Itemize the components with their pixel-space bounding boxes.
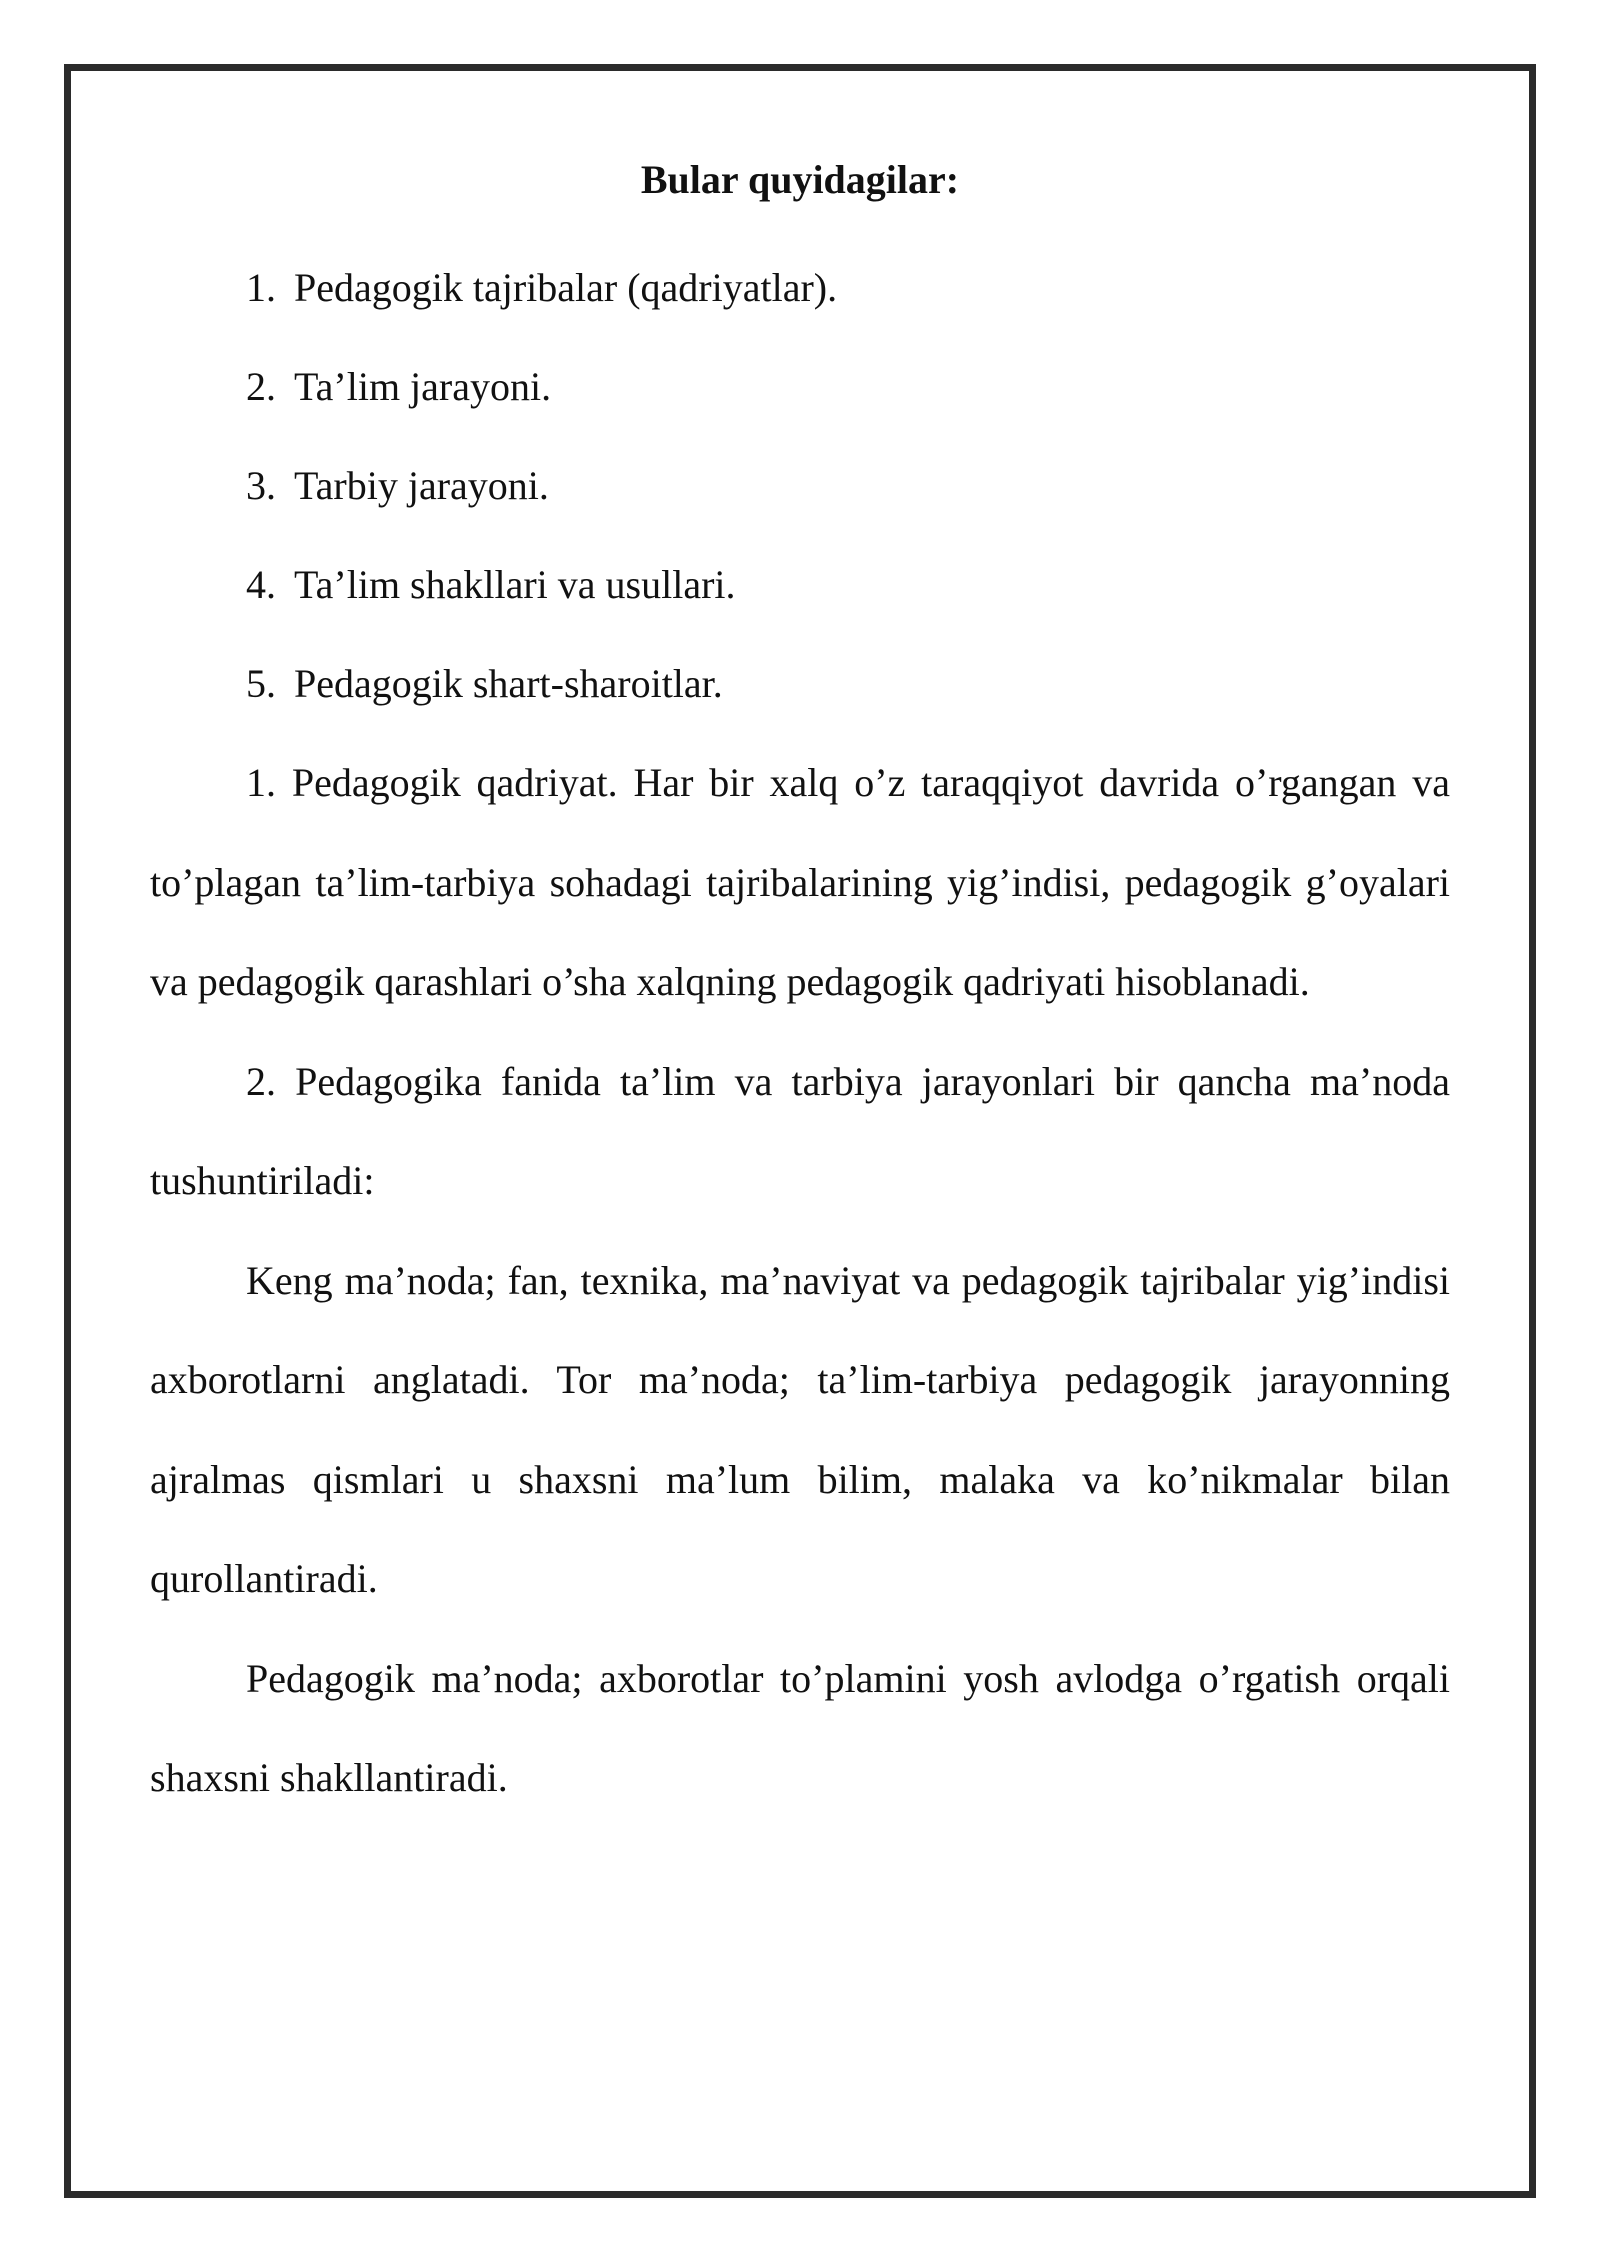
list-item	[150, 238, 1450, 337]
list-item	[150, 436, 1450, 535]
paragraph-pedagogical-meaning: Pedagogik ma’noda; axborotlar to’plamini yosh avlodga o’rgatish orqali shaxsni shakllantiradi.	[150, 1655, 1450, 1800]
list-item	[150, 535, 1450, 634]
heading: Bular quyidagilar:	[640, 157, 960, 202]
list-item-text: Ta’lim shakllari va usullari.	[294, 562, 736, 607]
list-item-text: Ta’lim jarayoni.	[294, 364, 552, 409]
paragraph-processes-intro: 2. Pedagogika fanida ta’lim va tarbiya jarayonlari bir qancha ma’noda tushuntiriladi:	[150, 1058, 1450, 1203]
list-item-text: Pedagogik tajribalar (qadriyatlar).	[294, 265, 838, 310]
list-item-text: Pedagogik shart-sharoitlar.	[294, 661, 723, 706]
paragraph-broad-narrow-meaning: Keng ma’noda; fan, texnika, ma’naviyat va pedagogik tajribalar yig’indisi axborotlarni anglatadi. Tor ma’noda; ta’lim-tarbiya pedagogik jarayonning ajralmas qismlari u shaxsni ma’lum bilim, malaka va ko’nikmalar bilan qurollantiradi.	[150, 1257, 1450, 1601]
list-item	[150, 337, 1450, 436]
list-item-text: Tarbiy jarayoni.	[294, 463, 549, 508]
list-item-number: 4.	[246, 562, 276, 607]
paragraph-pedagogical-value: 1. Pedagogik qadriyat. Har bir xalq o’z taraqqiyot davrida o’rgangan va to’plagan ta’lim-tarbiya sohadagi tajribalarining yig’indisi, pedagogik g’oyalari va pedagogik qarashlari o’sha xalqning pedagogik qadriyati hisoblanadi.	[150, 760, 1450, 1004]
list-item-number: 1.	[246, 265, 276, 310]
document-body	[150, 140, 1450, 1828]
topic-list	[150, 238, 1450, 733]
list-item-number: 2.	[246, 364, 276, 409]
list-item-number: 5.	[246, 661, 276, 706]
list-item-number: 3.	[246, 463, 276, 508]
list-item	[150, 634, 1450, 733]
